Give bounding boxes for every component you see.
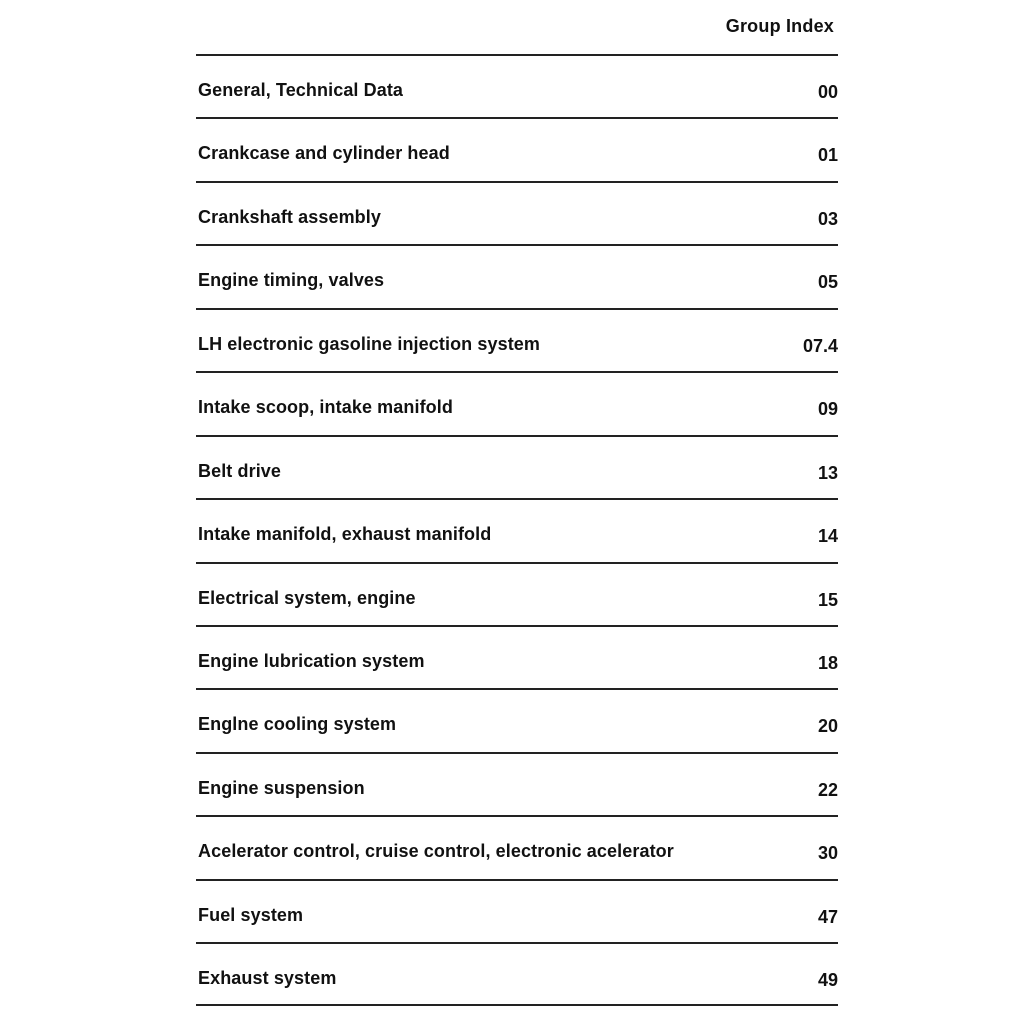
group-number: 13 xyxy=(817,462,838,483)
list-item[interactable] xyxy=(196,54,838,117)
page-title: Group Index xyxy=(725,16,834,36)
list-item[interactable] xyxy=(196,435,838,498)
group-label: Engine timing, valves xyxy=(198,270,385,291)
list-item[interactable] xyxy=(196,371,838,434)
group-label: Exhaust system xyxy=(198,968,337,989)
group-number: 09 xyxy=(817,399,838,420)
group-label: General, Technical Data xyxy=(198,80,404,100)
group-number: 01 xyxy=(817,145,838,166)
group-number: 22 xyxy=(817,779,838,800)
group-label: Engine lubrication system xyxy=(198,650,425,671)
list-item[interactable] xyxy=(196,815,838,878)
group-label: LH electronic gasoline injection system xyxy=(198,333,540,354)
group-number: 05 xyxy=(817,272,838,293)
list-item[interactable] xyxy=(196,625,838,688)
group-label: Engine suspension xyxy=(198,777,365,798)
group-number: 49 xyxy=(817,970,838,991)
group-number: 15 xyxy=(817,589,838,610)
list-item[interactable] xyxy=(196,181,838,244)
group-label: Intake manifold, exhaust manifold xyxy=(198,524,492,545)
list-item[interactable] xyxy=(196,752,838,815)
index-header xyxy=(196,14,838,40)
list-item[interactable] xyxy=(196,244,838,307)
group-number: 07.4 xyxy=(802,335,838,356)
group-number: 30 xyxy=(817,843,838,864)
group-number: 18 xyxy=(817,652,838,673)
list-item[interactable] xyxy=(196,879,838,942)
group-label: Electrical system, engine xyxy=(198,587,416,608)
group-label: Crankcase and cylinder head xyxy=(198,143,450,164)
group-label: Englne cooling system xyxy=(198,714,397,735)
group-label: Fuel system xyxy=(198,904,304,925)
group-number: 03 xyxy=(817,208,838,229)
group-number: 14 xyxy=(817,526,838,547)
group-label: Acelerator control, cruise control, electronic acelerator xyxy=(198,841,674,862)
group-number: 47 xyxy=(817,906,838,927)
group-index-list xyxy=(196,54,838,1006)
list-item[interactable] xyxy=(196,308,838,371)
group-label: Crankshaft assembly xyxy=(198,206,381,227)
group-label: Belt drive xyxy=(198,460,282,481)
list-item[interactable] xyxy=(196,498,838,561)
group-number: 20 xyxy=(817,716,838,737)
list-item[interactable] xyxy=(196,562,838,625)
list-item[interactable] xyxy=(196,942,838,1005)
group-number: 00 xyxy=(817,82,838,102)
group-label: Intake scoop, intake manifold xyxy=(198,397,453,418)
list-item[interactable] xyxy=(196,117,838,180)
list-item[interactable] xyxy=(196,688,838,751)
group-index-page xyxy=(196,0,838,1024)
